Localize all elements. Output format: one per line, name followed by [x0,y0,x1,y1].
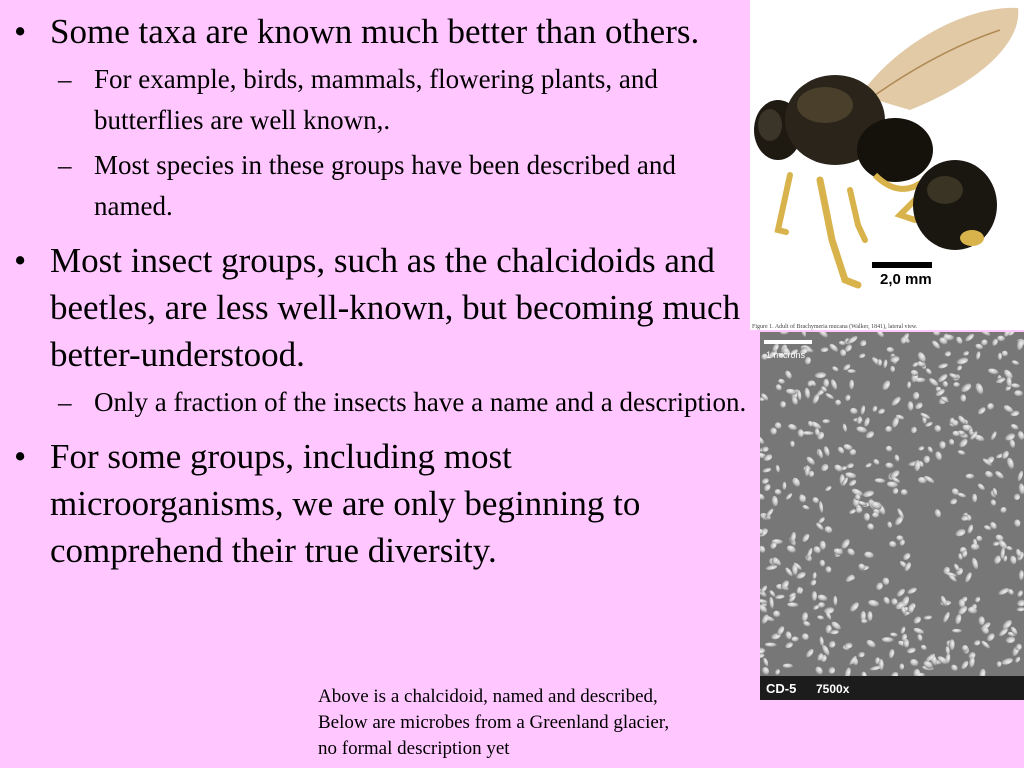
bullet-item [14,237,754,378]
microbe-cell [972,494,977,503]
micron-scale-label: 1 microns [766,350,806,360]
caption-line: Below are microbes from a Greenland glacier, [318,712,670,733]
magnification-label: 7500x [816,682,850,696]
wing-shape [860,8,1018,110]
microbe-cell [797,429,803,437]
microbe-cell [833,596,837,606]
bullet-marker: • [14,437,27,476]
bullet-marker: • [14,12,27,51]
wasp-illustration [750,0,1024,330]
bullet-text: Most insect groups, such as the chalcidoids and beetles, are less well-known, but becoming much better-understood. [50,241,741,374]
sub-bullet-marker: – [58,387,72,417]
figure-caption: Figure 1. Adult of Brachymeria mucana (Walker, 1841), lateral view. [752,324,918,330]
sub-bullet-text: Only a fraction of the insects have a name and a description. [94,387,747,417]
bullet-marker: • [14,241,27,280]
sub-bullet-marker: – [58,64,72,94]
sub-bullet-item [14,382,754,423]
sub-bullet-text: Most species in these groups have been described and named. [94,150,676,221]
bullet-text: For some groups, including most microorganisms, we are only beginning to comprehend their true diversity. [50,437,641,570]
chalcidoid-photo [750,0,1024,330]
sub-bullet-text: For example, birds, mammals, flowering plants, and butterflies are well known,. [94,64,658,135]
sem-illustration [760,332,1024,700]
microbe-photo [760,332,1024,700]
scale-bar [872,262,932,268]
image-caption [318,684,748,762]
microbe-cell [863,513,869,521]
bullet-item [14,433,754,574]
microbe-cell [877,359,882,366]
micron-scale-bar [764,340,812,344]
wasp-abdomen [913,160,997,250]
bullet-item [14,8,754,55]
caption-line: no formal description yet [318,738,510,759]
scale-label: 2,0 mm [880,271,932,288]
bullet-text: Some taxa are known much better than others. [50,12,700,51]
sample-label: CD-5 [766,681,797,696]
sub-bullet-marker: – [58,150,72,180]
caption-line: Above is a chalcidoid, named and described, [318,686,658,707]
sub-bullet-item [14,59,754,141]
info-bar [760,676,1024,700]
sub-bullet-item [14,145,754,227]
bullet-list [14,8,754,578]
